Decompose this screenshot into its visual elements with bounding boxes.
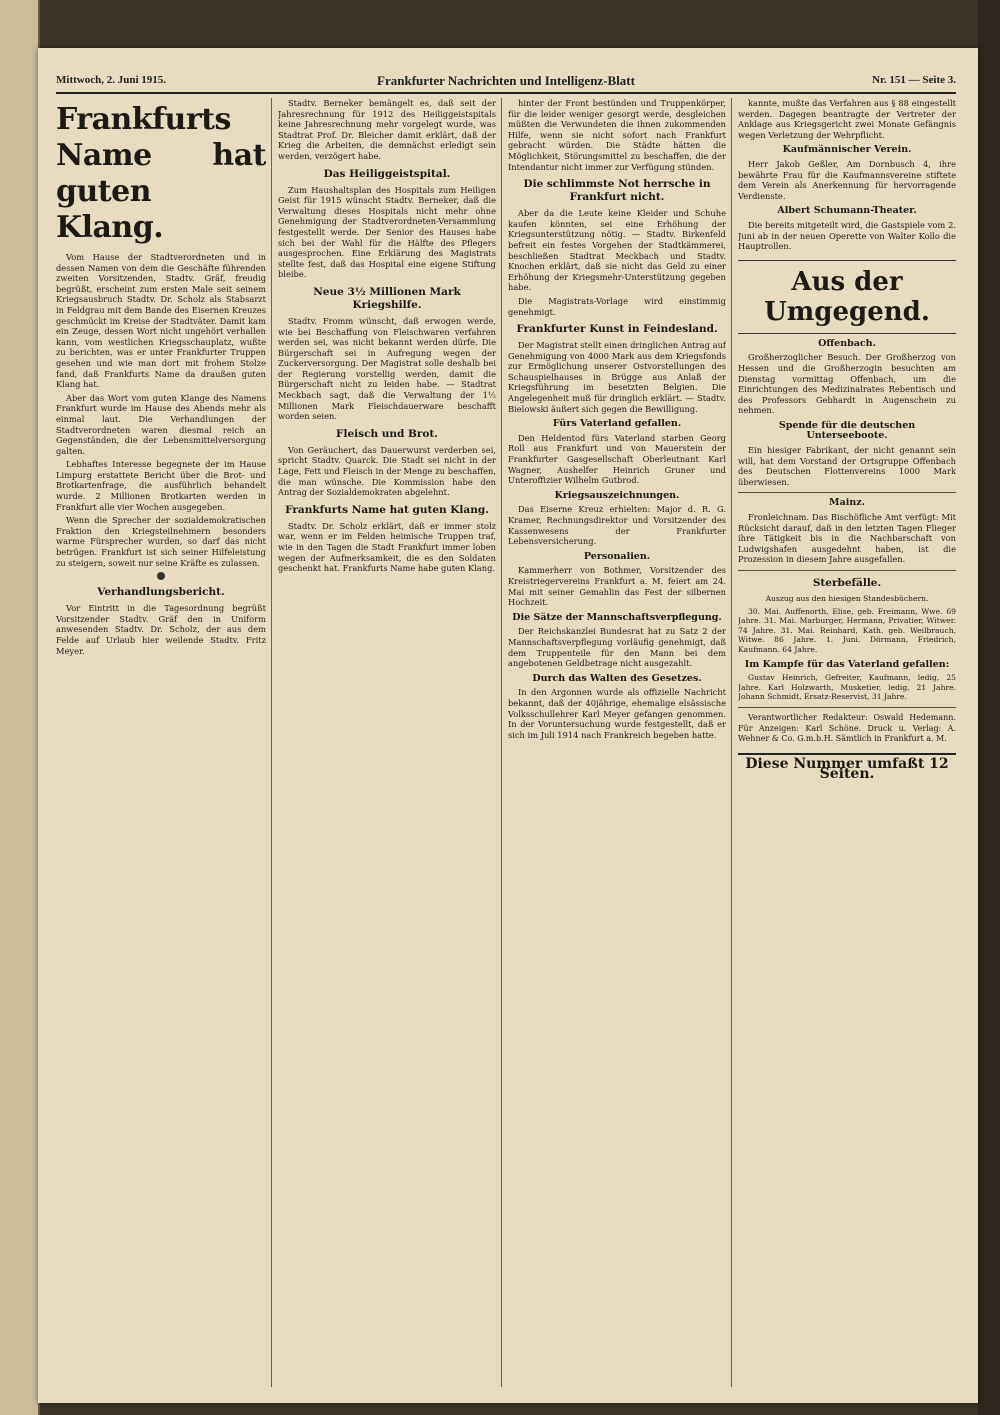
previous-page-edge [0,0,40,1415]
subsection-heading: Kriegsauszeichnungen. [554,489,680,501]
subsection-heading: Kaufmännischer Verein. [782,144,912,156]
subsection-heading: Im Kampfe für das Vaterland gefallen: [744,658,950,670]
subsection-heading: Albert Schumann-Theater. [777,205,917,217]
column-separator [271,98,272,1387]
imprint-notice: Verantwortlicher Redakteur: Oswald Hedemann. Für Anzeigen: Karl Schöne. Druck u. Verlag: A. Wehner & Co. G.m.b.H. Sämtlich in Frankfurt a. M. [738,712,956,744]
article-paragraph: Der Magistrat stellt einen dringlichen Antrag auf Genehmigung von 4000 Mark aus dem Kriegsfonds zur Ermöglichung unserer Ostvorstellungen des Schauspielhauses in Brügge aus Anlaß der Kriegsführung im besetzten Belgien. Die Angelegenheit muß für dringlich erklärt. — Stadtv. Bielowski äußert sich gegen die Bewilligung. [508,340,726,414]
article-paragraph: Vor Eintritt in die Tagesordnung begrüßt Vorsitzender Stadtv. Gräf den in Uniform anwesenden Stadtv. Dr. Scholz, der aus dem Felde auf Urlaub hier weilende Stadtv. Fritz Meyer. [56,603,266,656]
section-heading: Die schlimmste Not herrsche in Frankfurt nicht. [523,178,711,204]
header-date: Mittwoch, 2. Juni 1915. [56,74,166,86]
article-paragraph: Das Eiserne Kreuz erhielten: Major d. R. G. Kramer, Rechnungsdirektor und Vorsitzender des Kassenwesens der Frankfurter Lebensversicherung. [508,504,726,547]
subsection-heading: Spende für die deutschen Unterseeboote. [778,419,916,442]
subsection-heading: Die Sätze der Mannschaftsverpflegung. [512,611,722,623]
page-header [56,70,956,94]
section-heading: Das Heiliggeistspital. [323,167,451,180]
column-4 [738,98,956,1387]
article-paragraph: Zum Haushaltsplan des Hospitals zum Heiligen Geist für 1915 wünscht Stadtv. Berneker, daß die Verwaltung dieses Hospitals nicht mehr ohne Genehmigung der Stadtverordneten-Versammlung festgestellt werde. Der Senior des Hauses habe sich bei der Wahl für die Hälfte des Pflegers ausgesprochen. Eine Erklärung des Magistrats stellte fest, daß das Hospital eine eigene Stiftung bleibe. [278,184,496,280]
scan-background-edge [978,0,1000,1415]
article-paragraph: Wenn die Sprecher der sozialdemokratischen Fraktion den Kriegsteilnehmern besonders warme Fürsprecher wurden, so darf das nicht betrügen. Frankfurt ist sich seiner Hilfeleistung zu steigern, soweit nur seine Kräfte es zulassen. [56,515,266,568]
divider [738,570,956,571]
article-paragraph: Stadtv. Fromm wünscht, daß erwogen werde, wie bei Beschaffung von Fleischwaren verfahren werden sei, was nicht bekannt werden dürfe. Die Bürgerschaft sei in Aufregung wegen der Zuckerversorgung. Der Magistrat solle deshalb bei der Regierung vorstellig werden, damit die Bürgerschaft nicht zu leiden habe. — Stadtrat Meckbach sagt, daß die Verwaltung der 1½ Millionen Mark Fleischdauerware beschafft worden seien. [278,315,496,422]
article-paragraph: Lebhaftes Interesse begegnete der im Hause Limpurg erstattete Bericht über die Brot- und Brotkartenfrage, die ausführlich behandelt wurde. 2 Millionen Brotkarten werden in Frankfurt alle vier Wochen ausgegeben. [56,459,266,512]
section-heading: Verhandlungsbericht. [97,586,225,599]
article-paragraph: In den Argonnen wurde als offizielle Nachricht bekannt, daß der 40jährige, ehemalige elsässische Volksschullehrer Karl Meyer gefangen genommen. In der Voruntersuchung wurde festgestellt, daß er sich im Juli 1914 nach Frankreich begeben hatte. [508,687,726,740]
column-separator [731,98,732,1387]
city-heading: Mainz. [829,497,865,509]
deaths-subheading: Auszug aus den hiesigen Standesbüchern. [765,594,929,603]
article-paragraph: Vom Hause der Stadtverordneten und in dessen Namen von dem die Geschäfte führenden zweiten Vorsitzenden, Stadtv. Gräf, freudig begrüßt, erscheint zum ersten Male seit seinem Kriegsausbruch Stadtv. Dr. Scholz als Stabsarzt in Feldgrau mit dem Bande des Eisernen Kreuzes geschmückt im Kreise der Stadtväter. Damit kam ein Zeuge, dessen Wort nicht ungehört verhallen kann, vom westlichen Kriegsschauplatz, wußte zu berichten, was er unter Frankfurter Truppen gesehen und wie man dort mit frohem Stolze fand, daß Frankfurts Name da draußen guten Klang hat. [56,252,266,390]
article-paragraph: Kammerherr von Bothmer, Vorsitzender des Kreistriegervereins Frankfurt a. M. feiert am 24. Mai mit seiner Gemahlin das Fest der silbernen Hochzeit. [508,565,726,608]
page-count-footer: Diese Nummer umfaßt 12 Seiten. [738,753,956,780]
subsection-heading: Personalien. [583,550,651,562]
article-paragraph: Den Heldentod fürs Vaterland starben Georg Roll aus Frankfurt und von Mauerstein der Frankfurter Gasgesellschaft Oberleutnant Karl Wagner, Aushelfer Heinrich Gruner und Unteroffizier Wilhelm Gutbrod. [508,432,726,486]
newspaper-page [38,48,978,1403]
article-paragraph: Großherzoglicher Besuch. Der Großherzog von Hessen und die Großherzogin besuchten am Dienstag vormittag Offenbach, um die Einrichtungen des Medizinalrates Rebentisch und des Professors Gebhardt in Augenschein zu nehmen. [738,352,956,416]
article-paragraph: Ein hiesiger Fabrikant, der nicht genannt sein will, hat dem Vorstand der Ortsgruppe Offenbach des Deutschen Flottenvereins 1000 Mark überwiesen. [738,445,956,487]
separator-dot [157,572,165,580]
column-1 [56,98,266,1387]
article-paragraph: Stadtv. Berneker bemängelt es, daß seit der Jahresrechnung für 1912 des Heiliggeistspitals keine Jahresrechnung mehr vorgelegt wurde, was Stadtrat Prof. Dr. Bleicher damit erklärt, daß der Krieg die Arbeiten, die demnächst erledigt sein werden, verzögert habe. [278,98,496,161]
header-masthead: Frankfurter Nachrichten und Intelligenz-Blatt [377,73,635,88]
divider [738,707,956,708]
main-headline: Frankfurts Name hat guten Klang. [56,102,266,245]
article-paragraph: Aber das Wort vom guten Klange des Namens Frankfurt wurde im Hause des Abends mehr als einmal laut. Die Verhandlungen der Stadtverordneten waren diesmal reich an Gegenständen, die der Lebensmittelversorgung galten. [56,392,266,456]
article-paragraph: Stadtv. Dr. Scholz erklärt, daß er immer stolz war, wenn er im Felden heimische Truppen traf, wie in den Tagen die Stadt Frankfurt immer loben wegen der Aufmerksamkeit, die es den Soldaten geschenkt hat. Frankfurts Name habe guten Klang. [278,520,496,574]
article-paragraph: kannte, mußte das Verfahren aus § 88 eingestellt werden. Dagegen beantragte der Vertreter der Anklage aus Kriegsgericht zwei Monate Gefängnis wegen Verletzung der Wehrpflicht. [738,98,956,140]
article-paragraph: Der Reichskanzlei Bundesrat hat zu Satz 2 der Mannschaftsverpflegung vorläufig genehmigt, daß dem Truppenteile für den Mann bei dem angebotenen Geldbetrage nicht ausgezahlt. [508,626,726,669]
section-heading: Neue 3½ Millionen Mark Kriegshilfe. [313,285,461,311]
subsection-heading: Durch das Walten des Gesetzes. [532,672,702,684]
article-paragraph: Die bereits mitgeteilt wird, die Gastspiele vom 2. Juni ab in der neuen Operette von Walter Kollo die Hauptrollen. [738,219,956,252]
column-3 [508,98,726,1387]
subsection-heading: Fürs Vaterland gefallen. [552,418,682,430]
section-heading: Fleisch und Brot. [336,427,438,440]
article-paragraph: hinter der Front bestünden und Truppenkörper, für die leider weniger gesorgt werde, desgleichen müßten die Verwundeten die ihnen zukommenden Hilfe, wenn sie nicht sofort nach Frankfurt gebracht würden. Die Städte hätten die Möglichkeit, Störungsmittel zu beschaffen, die der Intendantur nicht immer zur Verfügung stünden. [508,98,726,172]
city-heading: Offenbach. [818,337,876,349]
section-heading: Frankfurts Name hat guten Klang. [285,503,489,516]
column-2 [278,98,496,1387]
section-heading: Frankfurter Kunst in Feindesland. [516,323,718,336]
article-paragraph: Von Geräuchert, das Dauerwurst verderben sei, spricht Stadtv. Quarck. Die Stadt sei nicht in der Lage, Fett und Fleisch in der Menge zu beschaffen, die man wünsche. Die Kommission habe den Antrag der Sozialdemokraten abgelehnt. [278,444,496,498]
article-paragraph: Aber da die Leute keine Kleider und Schuhe kaufen könnten, sei eine Erhöhung der Kriegsunterstützung nötig. — Stadtv. Birkenfeld befreit ein festes Vorgehen der Stadtkämmerei, beschließen Stadtrat Meckbach und Stadtv. Knochen erklärt, daß sie nicht das Geld zu einer Erhöhung der Kriegsmehr-Unterstützung gegeben habe. [508,208,726,293]
article-paragraph: Fronleichnam. Das Bischöfliche Amt verfügt: Mit Rücksicht darauf, daß in den letzten Tagen Flieger ihre Tätigkeit bis in die Nachbarschaft von Ludwigshafen ausgedehnt haben, ist die Prozession in diesem Jahre ausgefallen. [738,512,956,565]
section-heading: Sterbefälle. [812,577,882,589]
divider [738,492,956,493]
article-paragraph: Die Magistrats-Vorlage wird einstimmig genehmigt. [508,295,726,317]
deaths-list: 30. Mai. Auffenorth, Elise, geb. Freimann, Wwe. 69 Jahre. 31. Mai. Marburger, Hermann, Privatier, Witwer. 74 Jahre. 31. Mai. Reinhard, Kath. geb. Weilbrauch, Witwe. 86 Jahre. 1. Juni. Dörmann, Friedrich, Kaufmann. 64 Jahre. [738,606,956,654]
regional-section-headline: Aus der Umgegend. [738,260,956,334]
article-paragraph: Herr Jakob Geßler, Am Dornbusch 4, ihre bewährte Frau für die Kaufmannsvereine stiftete dem Verein als Anerkennung für hervorragende Verdienste. [738,158,956,201]
header-issue: Nr. 151 — Seite 3. [872,74,956,86]
column-separator [501,98,502,1387]
fallen-list: Gustav Heinrich, Gefreiter, Kaufmann, ledig, 25 Jahre. Karl Holzwarth, Musketier, ledig, 21 Jahre. Johann Schmidt, Ersatz-Reservist, 31 Jahre. [738,673,956,702]
